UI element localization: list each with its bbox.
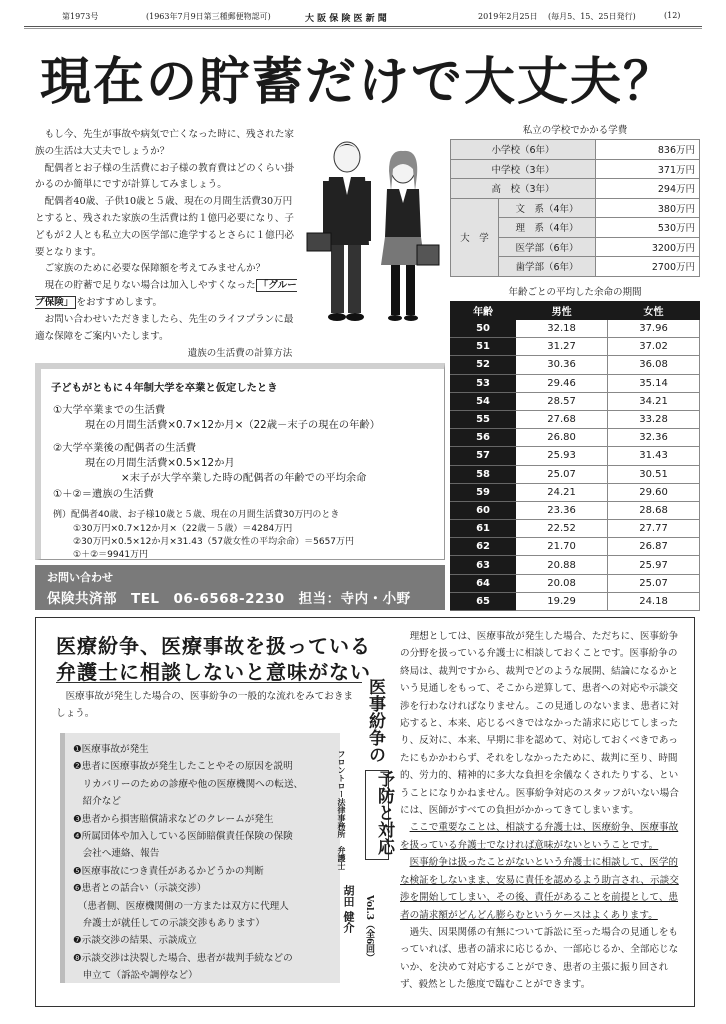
table-row [451, 320, 700, 338]
header-rule [24, 26, 702, 27]
table-row [451, 556, 700, 574]
male-cell: 29.46 [516, 374, 608, 392]
article-body [400, 628, 685, 994]
table-row: 歯学部（6年） 2700万円 [451, 257, 700, 277]
calc-step1-formula: 現在の月間生活費×0.7×12か月×（22歳－末子の現在の年齢） [85, 419, 380, 431]
table-row: 医学部（6年） 3200万円 [451, 237, 700, 257]
author-firm: フロントロー法律事務所 弁護士 [337, 750, 347, 870]
example-calc-1: ①30万円×0.7×12か月×（22歳－５歳）＝4284万円 [73, 524, 293, 534]
male-cell: 32.18 [516, 320, 608, 338]
step-line: ❹所属団体や加入している医師賠償責任保険の保険 [73, 831, 293, 842]
example-calc-2: ②30万円×0.5×12か月×31.43（57歳女性の平均余命）＝5657万円 [73, 537, 355, 547]
age-cell: 60 [451, 501, 516, 519]
intro-p5: 現在の貯蓄で足りない場合は加入しやすくなった 「グループ保険」 をおすすめします。 [35, 280, 297, 308]
page-number: (12) [664, 11, 681, 20]
age-cell: 65 [451, 592, 516, 610]
col-age: 年齢 [451, 302, 516, 320]
age-cell: 52 [451, 356, 516, 374]
table-row [451, 483, 700, 501]
step-line: ❺医療事故につき責任があるかどうかの判断 [73, 865, 264, 877]
calc-step2-formula-2: ×末子が大学卒業した時の配偶者の年齢での平均余命 [121, 472, 367, 484]
table-row: 中学校（3年） 371万円 [451, 159, 700, 179]
article-headline-2: 弁護士に相談しないと意味がない [56, 660, 371, 684]
headline-rule [56, 682, 362, 683]
intro-p2: 配偶者とお子様の生活費にお子様の教育費はどのくらい掛かるのか簡単にですが計算してみましょう。 [35, 162, 295, 191]
dispute-steps-box [60, 733, 340, 983]
male-cell: 30.36 [516, 356, 608, 374]
step-line: ❷患者に医療事故が発生したことやその原因を説明 [73, 761, 293, 773]
table-row [451, 465, 700, 483]
table-row [451, 392, 700, 410]
volume-label: Vol.3（全6回） [364, 895, 374, 963]
intro-text [35, 127, 300, 345]
female-cell: 25.97 [608, 556, 700, 574]
table-row [451, 356, 700, 374]
female-cell: 32.36 [608, 429, 700, 447]
step-line: 紹介など [73, 796, 121, 808]
calc-total: ①＋②＝遺族の生活費 [53, 488, 154, 500]
table-row: 小学校（6年） 836万円 [451, 140, 700, 160]
article-intro: 医療事故が発生した場合の、医事紛争の一般的な流れをみておきましょう。 [56, 691, 354, 719]
group-insurance-keyword: 「グループ保険」 [35, 280, 297, 308]
male-cell: 27.68 [516, 410, 608, 428]
table-row [451, 429, 700, 447]
table-row [451, 374, 700, 392]
intro-p3: 配偶者40歳、子供10歳と５歳、現在の月間生活費30万円とすると、残された家族の生活費は約１億円必要になり、子どもが２人とも私立大の医学部に進学するとさらに１億円必要となります。 [35, 196, 295, 258]
step-line: （患者側、医療機関側の一方または双方に代理人 [73, 900, 289, 912]
article-p3: 医事紛争は扱ったことがないという弁護士に相談して、医学的な検証をしないまま、安易に責任を認めるよう助言され、示談交渉を開始してしまい、その後、責任があることを前提として、患者の請求額がどんどん膨らむというケースはよくあります。 [400, 857, 679, 921]
step-line: 弁護士が就任しての示談交渉もあります） [73, 918, 265, 929]
col-male: 男性 [516, 302, 608, 320]
publish-schedule: (毎月5、15、25日発行) [548, 12, 636, 21]
column-title: 医事紛争の [365, 678, 385, 763]
life-table-title: 年齢ごとの平均した余命の期間 [508, 287, 642, 298]
tuition-table-title: 私立の学校でかかる学費 [522, 125, 628, 136]
table-header-row [451, 302, 700, 320]
age-cell: 57 [451, 447, 516, 465]
table-row [451, 501, 700, 519]
female-cell: 29.60 [608, 483, 700, 501]
age-cell: 50 [451, 320, 516, 338]
female-cell: 33.28 [608, 410, 700, 428]
female-cell: 25.07 [608, 574, 700, 592]
age-cell: 54 [451, 392, 516, 410]
male-cell: 20.08 [516, 574, 608, 592]
contact-box [35, 565, 445, 610]
age-cell: 59 [451, 483, 516, 501]
age-cell: 63 [451, 556, 516, 574]
calc-box [35, 363, 445, 560]
female-cell: 24.18 [608, 592, 700, 610]
tuition-table [450, 139, 700, 277]
article-headline-1: 医療紛争、医療事故を扱っている [56, 634, 371, 658]
author-name: 胡田 健介 [342, 885, 355, 933]
step-line: 申立て（訴訟や調停など） [73, 970, 198, 982]
age-cell: 64 [451, 574, 516, 592]
male-cell: 28.57 [516, 392, 608, 410]
table-row [451, 592, 700, 610]
male-cell: 21.70 [516, 538, 608, 556]
step-line: ❼示談交渉の結果、示談成立 [73, 935, 197, 947]
step-line: ❸患者から損害賠償請求などのクレームが発生 [73, 813, 274, 825]
female-cell: 37.02 [608, 338, 700, 356]
students-illustration [305, 125, 445, 335]
article-p2: ここで重要なことは、相談する弁護士は、医療紛争、医療事故を扱っている弁護士でなければ意味がないということです。 [400, 822, 679, 851]
female-cell: 26.87 [608, 538, 700, 556]
header-rule-thin [24, 28, 702, 29]
intro-p4: ご家族のために必要な保障額を考えてみませんか？ [44, 263, 266, 275]
calc-step1: ①大学卒業までの生活費 [53, 404, 166, 416]
table-row [451, 538, 700, 556]
table-row: 大 学 文 系（4年） 380万円 [451, 198, 700, 218]
intro-p6: お問い合わせいただきましたら、先生のライフプランに最適な保障をご案内いたします。 [35, 313, 294, 342]
table-row [451, 574, 700, 592]
female-cell: 35.14 [608, 374, 700, 392]
newspaper-name: 大 阪 保 険 医 新 聞 [305, 14, 387, 24]
age-cell: 61 [451, 520, 516, 538]
age-cell: 53 [451, 374, 516, 392]
age-cell: 51 [451, 338, 516, 356]
university-label: 大 学 [451, 198, 499, 276]
example-line: 例）配偶者40歳、お子様10歳と５歳、現在の月間生活費30万円のとき [53, 510, 340, 520]
age-cell: 58 [451, 465, 516, 483]
calc-assumption: 子どもがともに４年制大学を卒業と仮定したとき [51, 382, 278, 394]
calc-step2-formula: 現在の月間生活費×0.5×12か月 [85, 457, 235, 469]
male-cell: 23.36 [516, 501, 608, 519]
postal-permit: (1963年7月9日第三種郵便物認可) [146, 12, 271, 21]
male-cell: 26.80 [516, 429, 608, 447]
step-line: 会社へ連絡、報告 [73, 848, 160, 860]
step-line: ❻患者との話合い（示談交渉） [73, 883, 207, 895]
male-cell: 24.21 [516, 483, 608, 501]
female-cell: 36.08 [608, 356, 700, 374]
col-female: 女性 [608, 302, 700, 320]
step-line: ❶医療事故が発生 [73, 744, 149, 755]
contact-phone-line: 保険共済部 TEL 06-6568-2230 担当：寺内・小野 [47, 591, 411, 607]
column-subtitle: 予防と対応 [374, 770, 394, 855]
article-p4: 過失、因果関係の有無について訴訟に至った場合の見通しをもっていれば、患者の請求に応じるか、一部応じるか、全部応じないか、を決めて対応することができ、患者の主張に振り回されず、毅然とした態度で臨むことができます。 [400, 926, 679, 991]
example-total: ①＋②＝9941万円 [73, 550, 149, 560]
age-cell: 62 [451, 538, 516, 556]
calc-step2: ②大学卒業後の配偶者の生活費 [53, 442, 197, 454]
masthead [0, 0, 726, 32]
male-cell: 20.88 [516, 556, 608, 574]
table-row: 高 校（3年） 294万円 [451, 179, 700, 199]
female-cell: 28.68 [608, 501, 700, 519]
male-cell: 19.29 [516, 592, 608, 610]
table-row: 理 系（4年） 530万円 [451, 218, 700, 238]
table-row [451, 520, 700, 538]
table-row [451, 338, 700, 356]
male-cell: 31.27 [516, 338, 608, 356]
female-cell: 31.43 [608, 447, 700, 465]
issue-number: 第1973号 [62, 12, 99, 21]
male-cell: 22.52 [516, 520, 608, 538]
female-cell: 37.96 [608, 320, 700, 338]
age-cell: 56 [451, 429, 516, 447]
female-cell: 30.51 [608, 465, 700, 483]
table-row [451, 447, 700, 465]
contact-label: お問い合わせ [47, 571, 113, 584]
step-line: リカバリーのための診療や他の医療機関への転送、 [73, 778, 304, 790]
female-cell: 27.77 [608, 520, 700, 538]
calc-title: 遺族の生活費の計算方法 [187, 348, 293, 359]
table-row [451, 410, 700, 428]
male-cell: 25.93 [516, 447, 608, 465]
main-headline: 現在の貯蓄だけで大丈夫？ [40, 53, 677, 112]
article-p1: 理想としては、医療事故が発生した場合、ただちに、医事紛争の分野を扱っている弁護士に相談しておくことです。医事紛争の終局は、裁判ですから、裁判でどのような展開、結論になるかという見通しをもって、そこから逆算して、患者への対応や示談交渉を行わなければなりません。この見通しのないまま、患者に対応すると、本来、応じるべきではなかった請求に応じてしまったり、反対に、本来、早期に非を認めて、対応しておくべきであったにもかかわらず、それをしなかったために、裁判に至り、時間的、労力的、精神的に多大な負担を余儀なくされたりする、ということになりかねません。医事紛争対応のスタッフがいない場合には、医師がすべての負担がかかってきてしまいます。 [400, 631, 679, 817]
age-cell: 55 [451, 410, 516, 428]
step-line: ❽示談交渉は決裂した場合、患者が裁判手続などの [73, 952, 293, 964]
life-expectancy-table [450, 301, 700, 611]
intro-p1: もし今、先生が事故や病気で亡くなった時に、残された家族の生活は大丈夫でしょうか？ [35, 129, 295, 157]
male-cell: 25.07 [516, 465, 608, 483]
female-cell: 34.21 [608, 392, 700, 410]
issue-date: 2019年2月25日 [478, 12, 538, 21]
